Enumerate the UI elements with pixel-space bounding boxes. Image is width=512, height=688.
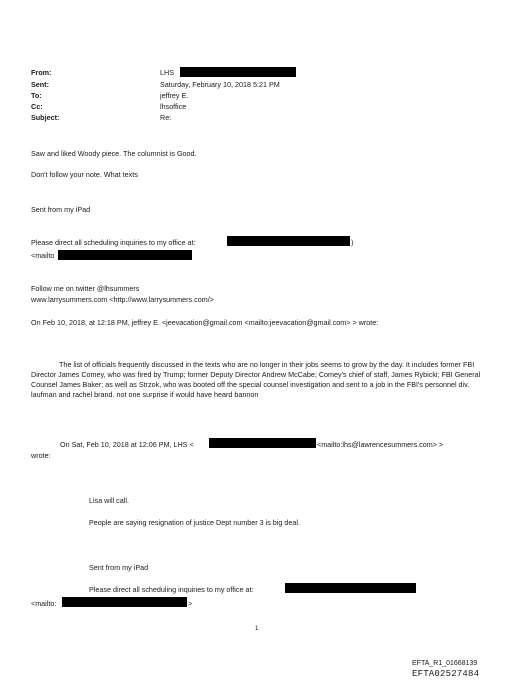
- redaction-block: [285, 583, 416, 593]
- sent-value: Saturday, February 10, 2018 5:21 PM: [160, 80, 280, 89]
- redaction-block: [180, 67, 296, 77]
- efta-large-id: EFTA02527484: [412, 669, 480, 679]
- lisa-line: Lisa will call.: [89, 496, 129, 505]
- quoted-header-sat: On Sat, Feb 10, 2018 at 12:06 PM, LHS <: [60, 440, 194, 449]
- to-value: jeffrey E.: [160, 91, 189, 100]
- scheduling-tail: ): [351, 238, 354, 247]
- redaction-block: [227, 236, 350, 246]
- mailto-line: <mailto: [31, 251, 55, 260]
- redaction-block: [209, 438, 316, 448]
- redaction-block: [62, 597, 187, 607]
- website-line: www.larrysummers.com <http://www.larrysummers.com/>: [31, 295, 214, 304]
- cc-value: lhsoffice: [160, 102, 187, 111]
- quoted-paragraph: The list of officials frequently discussed in the texts who are no longer in their jobs seems to grow by the day. It includes former FBI Director James Comey, who was fired by Trump; former Deputy Director Andrew McCabe; Comey's chief of staff, James Rybicki; FBI General Counsel James Baker; as well as Strzok, who was booted off the special counsel investigation and sent to a job in the FBI's personnel div. laufman and rachel brand. not one surprise if would have heard bannon: [31, 360, 481, 399]
- mailto-line-2: <mailto:: [31, 599, 57, 608]
- from-label: From:: [31, 68, 52, 77]
- scheduling-line-2: Please direct all scheduling inquiries to my office at:: [89, 585, 254, 594]
- from-value: LHS: [160, 68, 174, 77]
- to-label: To:: [31, 91, 42, 100]
- body-line-texts: Don't follow your note. What texts: [31, 170, 138, 179]
- cc-label: Cc:: [31, 102, 43, 111]
- people-line: People are saying resignation of justice Dept number 3 is big deal.: [89, 518, 300, 527]
- wrote-line: wrote:: [31, 451, 51, 460]
- subject-label: Subject:: [31, 113, 60, 122]
- sent-from-ipad-2: Sent from my iPad: [89, 563, 149, 572]
- page-number: 1: [255, 626, 259, 632]
- body-line-woody: Saw and liked Woody piece. The columnist is Good.: [31, 149, 197, 158]
- sent-label: Sent:: [31, 80, 49, 89]
- scheduling-line: Please direct all scheduling inquiries to my office at:: [31, 238, 196, 247]
- sent-from-ipad: Sent from my iPad: [31, 205, 91, 214]
- twitter-line: Follow me on twitter @lhsummers: [31, 284, 140, 293]
- efta-small-id: EFTA_R1_01668139: [412, 660, 478, 667]
- mailto-line-2-tail: >: [188, 599, 193, 608]
- redaction-block: [58, 250, 192, 260]
- subject-value: Re:: [160, 113, 172, 122]
- quoted-header-sat-tail: <mailto:lhs@lawrencesummers.com> >: [317, 440, 444, 449]
- quoted-header-feb10: On Feb 10, 2018, at 12:18 PM, jeffrey E. <jeevacation@gmail.com <mailto:jeevacation@gmail.com> > wrote:: [31, 318, 379, 327]
